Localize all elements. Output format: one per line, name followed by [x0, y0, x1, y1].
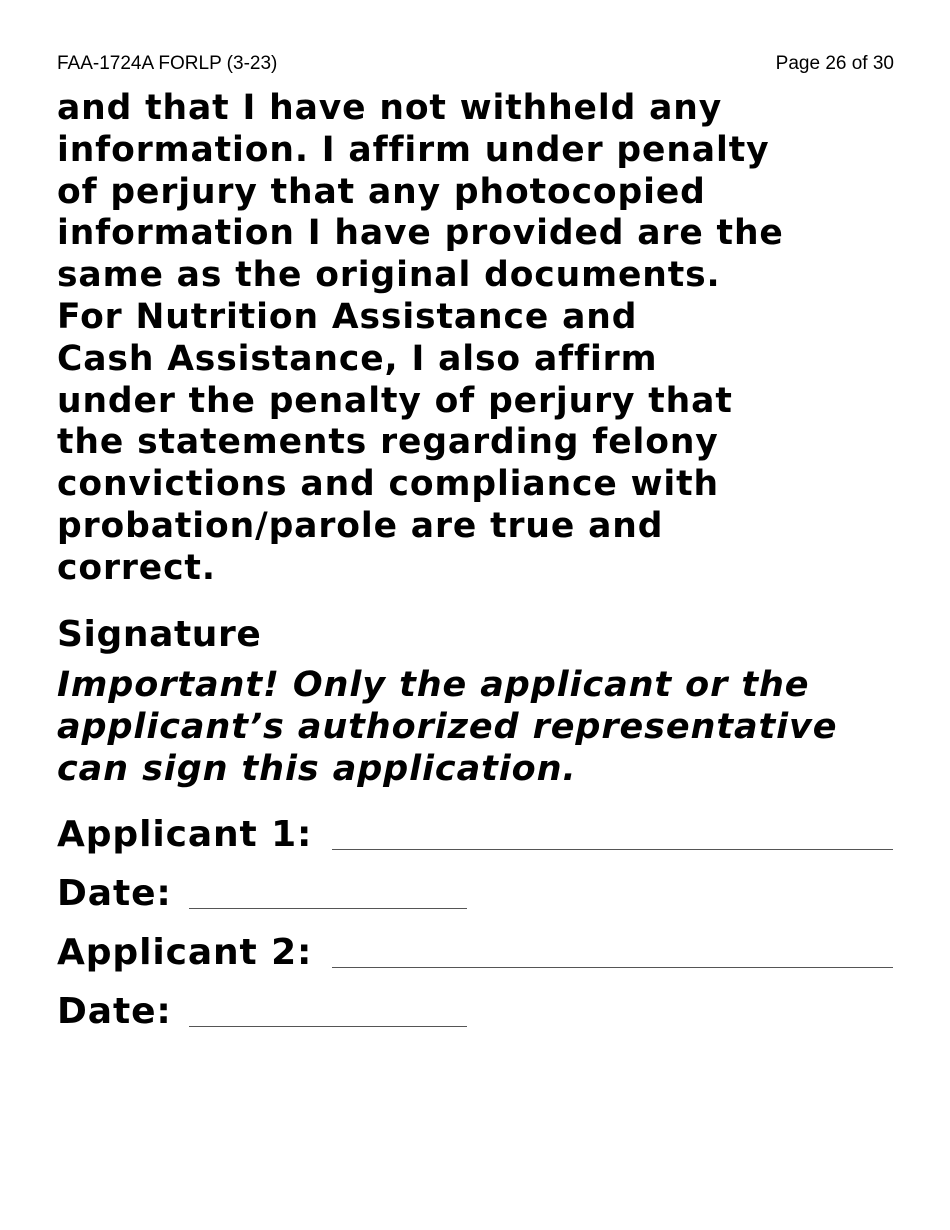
affirmation-line: probation/parole are true and: [57, 505, 664, 546]
page-header: [57, 52, 894, 76]
affirmation-line: information I have provided are the: [57, 213, 784, 254]
affirmation-line: the statements regarding felony: [57, 422, 719, 463]
date-1-label: Date:: [57, 873, 172, 914]
affirmation-line: under the penalty of perjury that: [57, 380, 733, 421]
date-1-line[interactable]: [189, 908, 467, 909]
form-id: FAA-1724A FORLP (3-23): [57, 53, 278, 74]
affirmation-line: and that I have not withheld any: [57, 88, 723, 128]
page-number: Page 26 of 30: [775, 53, 894, 74]
affirmation-line: For Nutrition Assistance and: [57, 296, 638, 337]
affirmation-line: Cash Assistance, I also affirm: [57, 338, 658, 379]
date-2-line[interactable]: [189, 1026, 467, 1027]
affirmation-line: correct.: [57, 547, 216, 588]
affirmation-line: information. I affirm under penalty: [57, 129, 770, 170]
important-note-line: Important! Only the applicant or the: [57, 665, 810, 705]
important-note-line: applicant’s authorized representative: [57, 706, 838, 747]
important-note-line: can sign this application.: [57, 748, 577, 789]
affirmation-text: [57, 88, 902, 590]
important-note: [57, 665, 917, 790]
signature-heading: Signature: [57, 614, 262, 655]
affirmation-line: convictions and compliance with: [57, 464, 719, 505]
affirmation-line: same as the original documents.: [57, 255, 721, 296]
applicant-1-label: Applicant 1:: [57, 814, 313, 855]
date-2-label: Date:: [57, 991, 172, 1032]
applicant-1-signature-line[interactable]: [332, 849, 893, 850]
applicant-2-label: Applicant 2:: [57, 932, 313, 973]
affirmation-line: of perjury that any photocopied: [57, 171, 706, 212]
applicant-2-signature-line[interactable]: [332, 967, 893, 968]
